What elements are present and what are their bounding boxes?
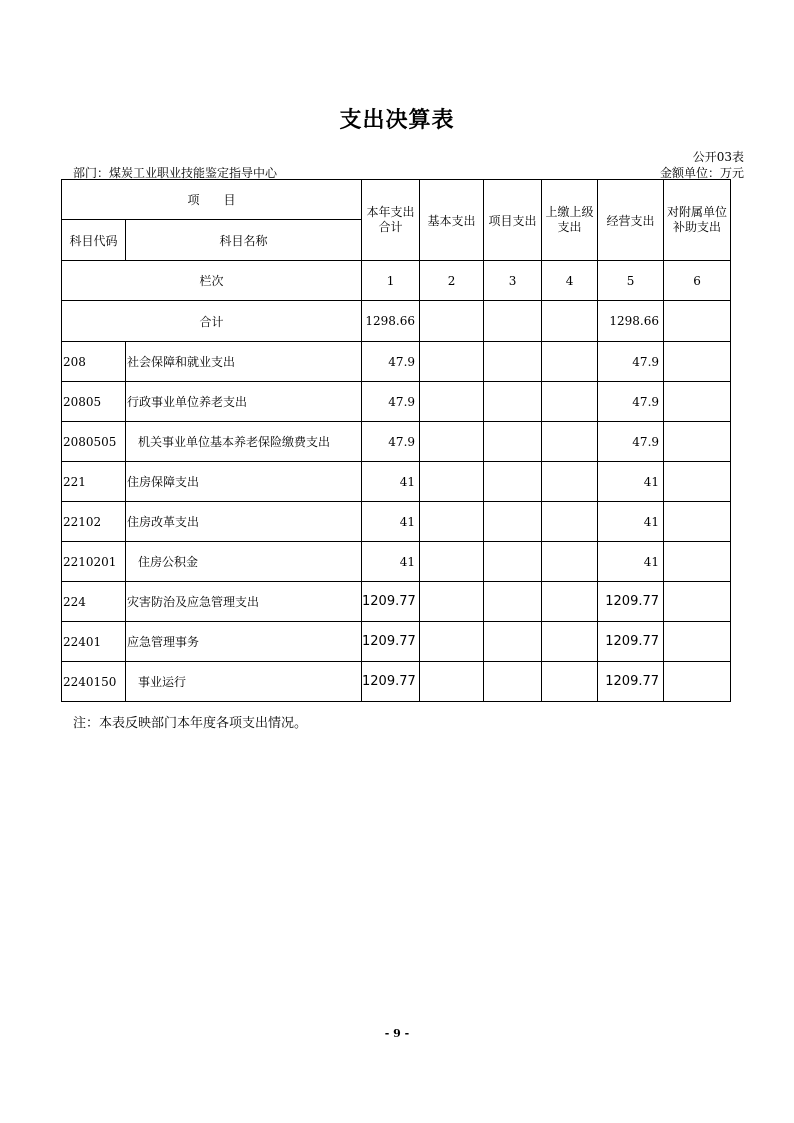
amount-cell [664, 462, 731, 502]
header-project: 项目支出 [484, 180, 542, 261]
amount-cell [542, 422, 598, 462]
column-index: 2 [420, 261, 484, 301]
amount-cell [542, 542, 598, 582]
amount-cell [484, 502, 542, 542]
amount-cell [484, 462, 542, 502]
expenditure-table [61, 179, 731, 702]
total-value: 1298.66 [598, 301, 664, 342]
header-total: 本年支出 合计 [362, 180, 420, 261]
amount-cell [664, 342, 731, 382]
table-row [62, 462, 731, 502]
amount-cell [542, 662, 598, 702]
header-basic: 基本支出 [420, 180, 484, 261]
amount-cell [664, 662, 731, 702]
amount-cell [664, 542, 731, 582]
table-note: 注：本表反映部门本年度各项支出情况。 [73, 716, 308, 731]
subject-name: 事业运行 [126, 662, 362, 702]
amount-cell [484, 582, 542, 622]
header-name: 科目名称 [126, 220, 362, 261]
amount-cell [542, 342, 598, 382]
amount-cell [420, 502, 484, 542]
column-index: 6 [664, 261, 731, 301]
form-number: 公开03表 [692, 150, 744, 164]
department-label: 部门：煤炭工业职业技能鉴定指导中心 [73, 166, 278, 180]
header-upper: 上缴上级 支出 [542, 180, 598, 261]
amount-cell [664, 502, 731, 542]
subject-code: 2210201 [62, 542, 126, 582]
column-index: 3 [484, 261, 542, 301]
table-row [62, 502, 731, 542]
amount-cell [484, 422, 542, 462]
amount-cell [542, 462, 598, 502]
amount-cell: 47.9 [362, 382, 420, 422]
amount-cell [420, 542, 484, 582]
amount-cell [420, 382, 484, 422]
subject-code: 208 [62, 342, 126, 382]
total-value [664, 301, 731, 342]
subject-code: 22401 [62, 622, 126, 662]
unit-label: 金额单位：万元 [659, 166, 744, 180]
total-value [542, 301, 598, 342]
amount-cell [484, 622, 542, 662]
amount-cell [420, 582, 484, 622]
amount-cell: 1209.77 [362, 582, 420, 622]
amount-cell [420, 462, 484, 502]
subject-name: 住房保障支出 [126, 462, 362, 502]
total-value [420, 301, 484, 342]
amount-cell [542, 382, 598, 422]
amount-cell: 41 [362, 462, 420, 502]
amount-cell: 47.9 [598, 342, 664, 382]
table-row [62, 422, 731, 462]
subject-code: 2240150 [62, 662, 126, 702]
amount-cell: 47.9 [362, 342, 420, 382]
column-index-label: 栏次 [62, 261, 362, 301]
subject-code: 20805 [62, 382, 126, 422]
amount-cell: 1209.77 [598, 662, 664, 702]
amount-cell [484, 342, 542, 382]
table-row [62, 662, 731, 702]
subject-name: 社会保障和就业支出 [126, 342, 362, 382]
amount-cell [664, 582, 731, 622]
header-code: 科目代码 [62, 220, 126, 261]
amount-cell: 1209.77 [362, 662, 420, 702]
subject-code: 2080505 [62, 422, 126, 462]
table-row [62, 622, 731, 662]
amount-cell: 41 [362, 542, 420, 582]
subject-code: 22102 [62, 502, 126, 542]
amount-cell: 41 [598, 502, 664, 542]
amount-cell: 47.9 [362, 422, 420, 462]
amount-cell: 1209.77 [598, 622, 664, 662]
amount-cell [664, 382, 731, 422]
table-row [62, 542, 731, 582]
subject-name: 应急管理事务 [126, 622, 362, 662]
column-index: 4 [542, 261, 598, 301]
page-number: - 9 - [384, 1027, 410, 1040]
total-label: 合计 [62, 301, 362, 342]
subject-name: 灾害防治及应急管理支出 [126, 582, 362, 622]
column-index: 1 [362, 261, 420, 301]
amount-cell [420, 622, 484, 662]
subject-name: 住房公积金 [126, 542, 362, 582]
table-row [62, 582, 731, 622]
amount-cell: 47.9 [598, 422, 664, 462]
subject-name: 机关事业单位基本养老保险缴费支出 [126, 422, 362, 462]
amount-cell: 1209.77 [362, 622, 420, 662]
amount-cell [484, 382, 542, 422]
amount-cell: 47.9 [598, 382, 664, 422]
header-operating: 经营支出 [598, 180, 664, 261]
amount-cell: 41 [598, 542, 664, 582]
amount-cell [420, 662, 484, 702]
amount-cell [420, 342, 484, 382]
amount-cell [542, 622, 598, 662]
total-row [62, 301, 731, 342]
amount-cell [542, 582, 598, 622]
total-value: 1298.66 [362, 301, 420, 342]
total-value [484, 301, 542, 342]
header-item: 项 目 [62, 180, 362, 220]
subject-name: 住房改革支出 [126, 502, 362, 542]
column-index-row [62, 261, 731, 301]
amount-cell [664, 422, 731, 462]
subject-code: 224 [62, 582, 126, 622]
amount-cell [484, 662, 542, 702]
table-row [62, 382, 731, 422]
amount-cell: 1209.77 [598, 582, 664, 622]
header-subsidy: 对附属单位 补助支出 [664, 180, 731, 261]
column-index: 5 [598, 261, 664, 301]
table-row [62, 342, 731, 382]
amount-cell [542, 502, 598, 542]
amount-cell: 41 [598, 462, 664, 502]
subject-code: 221 [62, 462, 126, 502]
amount-cell [420, 422, 484, 462]
page-title: 支出决算表 [339, 108, 455, 133]
amount-cell: 41 [362, 502, 420, 542]
amount-cell [484, 542, 542, 582]
subject-name: 行政事业单位养老支出 [126, 382, 362, 422]
amount-cell [664, 622, 731, 662]
